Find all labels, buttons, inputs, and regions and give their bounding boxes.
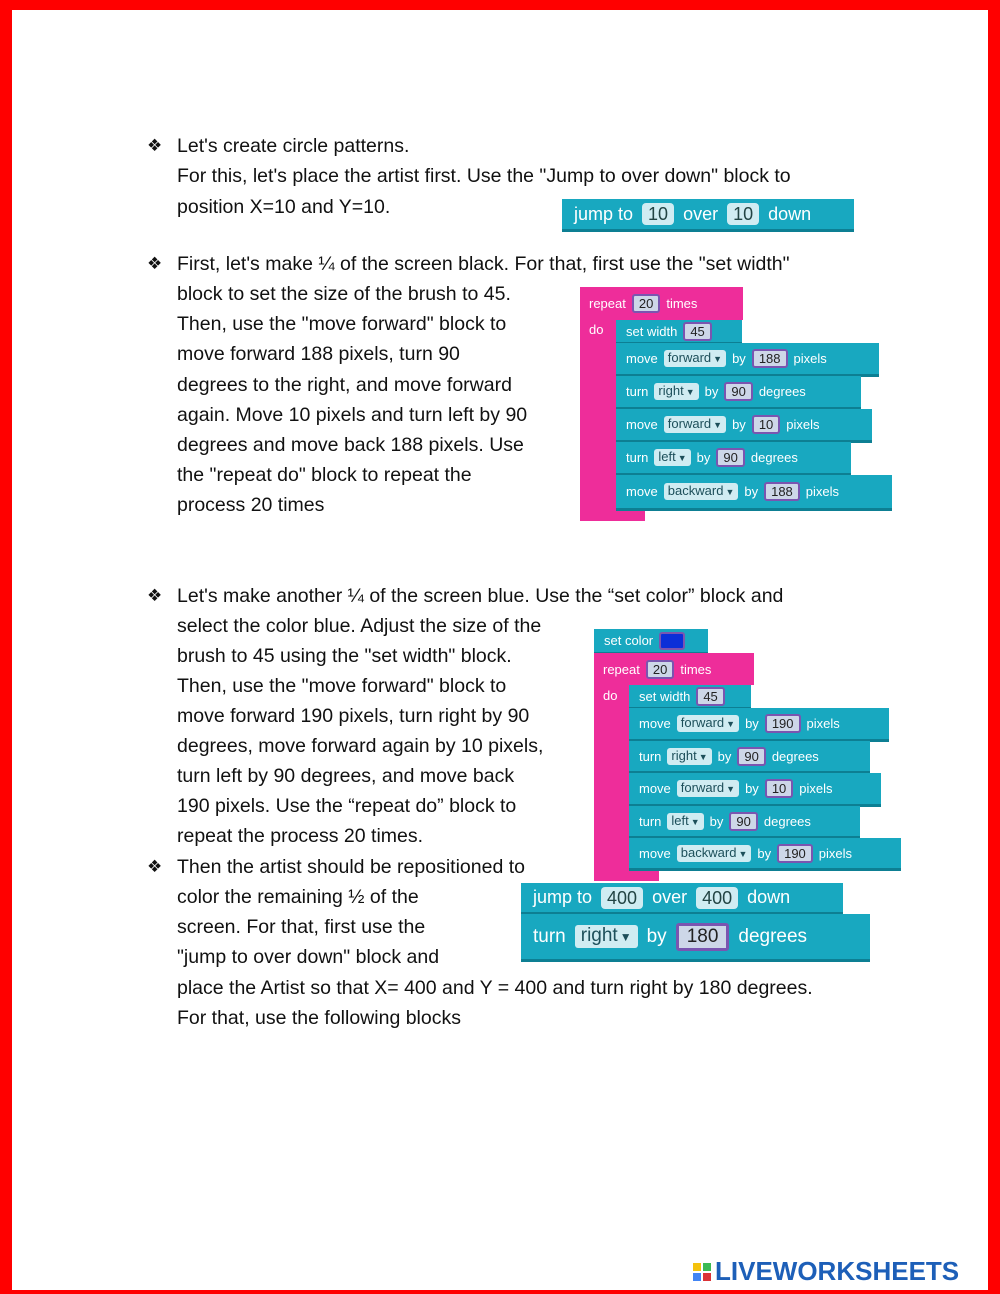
pixels-label: pixels [786,417,820,432]
p3-line4: Then, use the "move forward" block to [177,675,507,697]
p2-line9: process 20 times [177,494,325,516]
by-label: by [646,925,667,947]
direction-dropdown: forward ▼ [664,416,726,433]
p4-line1: Then the artist should be repositioned to [177,856,525,878]
distance-value: 188 [752,349,788,368]
turn-block-4 [629,806,860,839]
p2-line2: block to set the size of the brush to 45. [177,283,511,305]
down-label: down [747,887,791,907]
turn-block-2 [616,442,851,476]
p3-line1: Let's make another ¼ of the screen blue. Use the “set color” block and [177,585,784,607]
p3-line3: brush to 45 using the "set width" block. [177,645,512,667]
direction-dropdown: forward ▼ [664,350,726,367]
p3-line7: turn left by 90 degrees, and move back [177,765,515,787]
turn-label: turn [533,925,566,947]
repeat-body-2 [594,684,630,881]
bullet-4: ❖ [147,857,163,876]
set-color-block [594,629,708,655]
y-value: 10 [727,203,759,225]
turn-label: turn [626,450,649,465]
p4-line2: color the remaining ½ of the [177,886,419,908]
angle-value: 90 [724,382,752,401]
p1-line2: For this, let's place the artist first. Use the "Jump to over down" block to [177,165,791,187]
over-label: over [652,887,688,907]
turn-dropdown: left ▼ [667,813,703,830]
turn-block-1 [616,376,861,410]
distance-value: 190 [765,714,801,733]
liveworksheets-logo [693,1256,959,1287]
p4-line3: screen. For that, first use the [177,916,426,938]
set-color-label: set color [604,633,654,648]
do-label: do [589,322,604,337]
p2-line7: degrees and move back 188 pixels. Use [177,434,524,456]
degrees-label: degrees [750,450,798,465]
color-swatch [659,632,685,650]
distance-value: 188 [764,482,800,501]
turn-dropdown: right ▼ [654,383,698,400]
p4-line5: place the Artist so that X= 400 and Y = 400 and turn right by 180 degrees. [177,977,813,999]
repeat-row-1 [589,294,697,313]
p2-line1: First, let's make ¼ of the screen black. For that, first use the "set width" [177,253,790,275]
x-value: 400 [601,887,643,909]
distance-value: 190 [777,844,813,863]
turn-block-3 [629,741,870,774]
repeat-foot-2 [594,870,659,881]
width-value: 45 [696,687,724,706]
turn-dropdown: right ▼ [667,748,711,765]
angle-value: 90 [737,747,765,766]
pixels-label: pixels [818,845,853,861]
turn-dropdown: left ▼ [654,449,690,466]
p4-line4: "jump to over down" block and [177,946,440,968]
times-label: times [666,296,698,311]
repeat-body-1 [580,318,618,521]
move-block-4 [629,708,889,742]
direction-dropdown: backward ▼ [677,845,752,862]
degrees-label: degrees [763,813,811,829]
move-label: move [639,845,671,861]
repeat-label: repeat [603,662,640,677]
jump-block-2 [521,883,843,915]
by-label: by [704,384,719,399]
pixels-label: pixels [805,484,840,499]
angle-value: 90 [716,448,744,467]
bullet-1: ❖ [147,136,163,155]
jump-block-1 [562,199,854,232]
times-label: times [680,662,712,677]
p3-line2: select the color blue. Adjust the size of the [177,615,542,637]
angle-value: 90 [729,812,757,831]
repeat-count: 20 [632,294,660,313]
logo-text: LIVEWORKSHEETS [715,1256,960,1286]
by-label: by [732,417,746,432]
p3-line9: repeat the process 20 times. [177,825,424,847]
p1-line1: Let's create circle patterns. [177,135,410,157]
repeat-label: repeat [589,296,626,311]
pixels-label: pixels [793,351,827,366]
by-label: by [745,716,759,731]
direction-dropdown: backward ▼ [664,483,739,500]
down-label: down [768,203,812,224]
by-label: by [709,813,724,829]
p3-line8: 190 pixels. Use the “repeat do” block to [177,795,517,817]
move-block-1 [616,343,879,377]
jump-label: jump to [533,887,593,907]
by-label: by [757,845,772,861]
direction-dropdown: forward ▼ [677,715,739,732]
degrees-label: degrees [771,748,819,764]
logo-mark-icon [693,1263,711,1281]
p3-line6: degrees, move forward again by 10 pixels, [177,735,544,757]
direction-dropdown: forward ▼ [677,780,739,797]
do-label: do [603,688,618,703]
set-width-block-1 [616,320,742,345]
turn-label: turn [639,813,662,829]
width-value: 45 [683,322,711,341]
move-label: move [626,484,658,499]
distance-value: 10 [765,779,793,798]
move-block-6 [629,838,901,871]
pixels-label: pixels [806,716,840,731]
p2-line4: move forward 188 pixels, turn 90 [177,343,460,365]
turn-dropdown: right ▼ [575,925,638,948]
move-label: move [639,716,671,731]
move-block-3 [616,475,892,511]
move-label: move [626,351,658,366]
turn-label: turn [626,384,649,399]
p2-line3: Then, use the "move forward" block to [177,313,507,335]
move-block-2 [616,409,872,443]
turn-block-5 [521,914,870,962]
set-width-label: set width [639,688,691,704]
by-label: by [717,748,732,764]
set-width-label: set width [626,323,678,339]
distance-value: 10 [752,415,780,434]
repeat-row-2 [603,660,711,679]
y-value: 400 [696,887,738,909]
p1-line3: position X=10 and Y=10. [177,196,391,218]
over-label: over [683,203,719,224]
turn-label: turn [639,748,662,764]
move-label: move [639,781,671,796]
p2-line5: degrees to the right, and move forward [177,374,512,396]
p3-line5: move forward 190 pixels, turn right by 90 [177,705,530,727]
by-label: by [745,781,759,796]
by-label: by [732,351,746,366]
degrees-label: degrees [758,384,806,399]
x-value: 10 [642,203,674,225]
p2-line8: the "repeat do" block to repeat the [177,464,472,486]
move-label: move [626,417,658,432]
set-width-block-2 [629,685,751,710]
repeat-count: 20 [646,660,674,679]
by-label: by [696,450,711,465]
pixels-label: pixels [799,781,833,796]
by-label: by [744,484,759,499]
angle-value: 180 [676,923,730,951]
p4-line6: For that, use the following blocks [177,1007,461,1029]
move-block-5 [629,773,881,807]
degrees-label: degrees [738,925,808,947]
p2-line6: again. Move 10 pixels and turn left by 90 [177,404,528,426]
bullet-3: ❖ [147,586,163,605]
jump-label: jump to [574,203,634,224]
bullet-2: ❖ [147,254,163,273]
